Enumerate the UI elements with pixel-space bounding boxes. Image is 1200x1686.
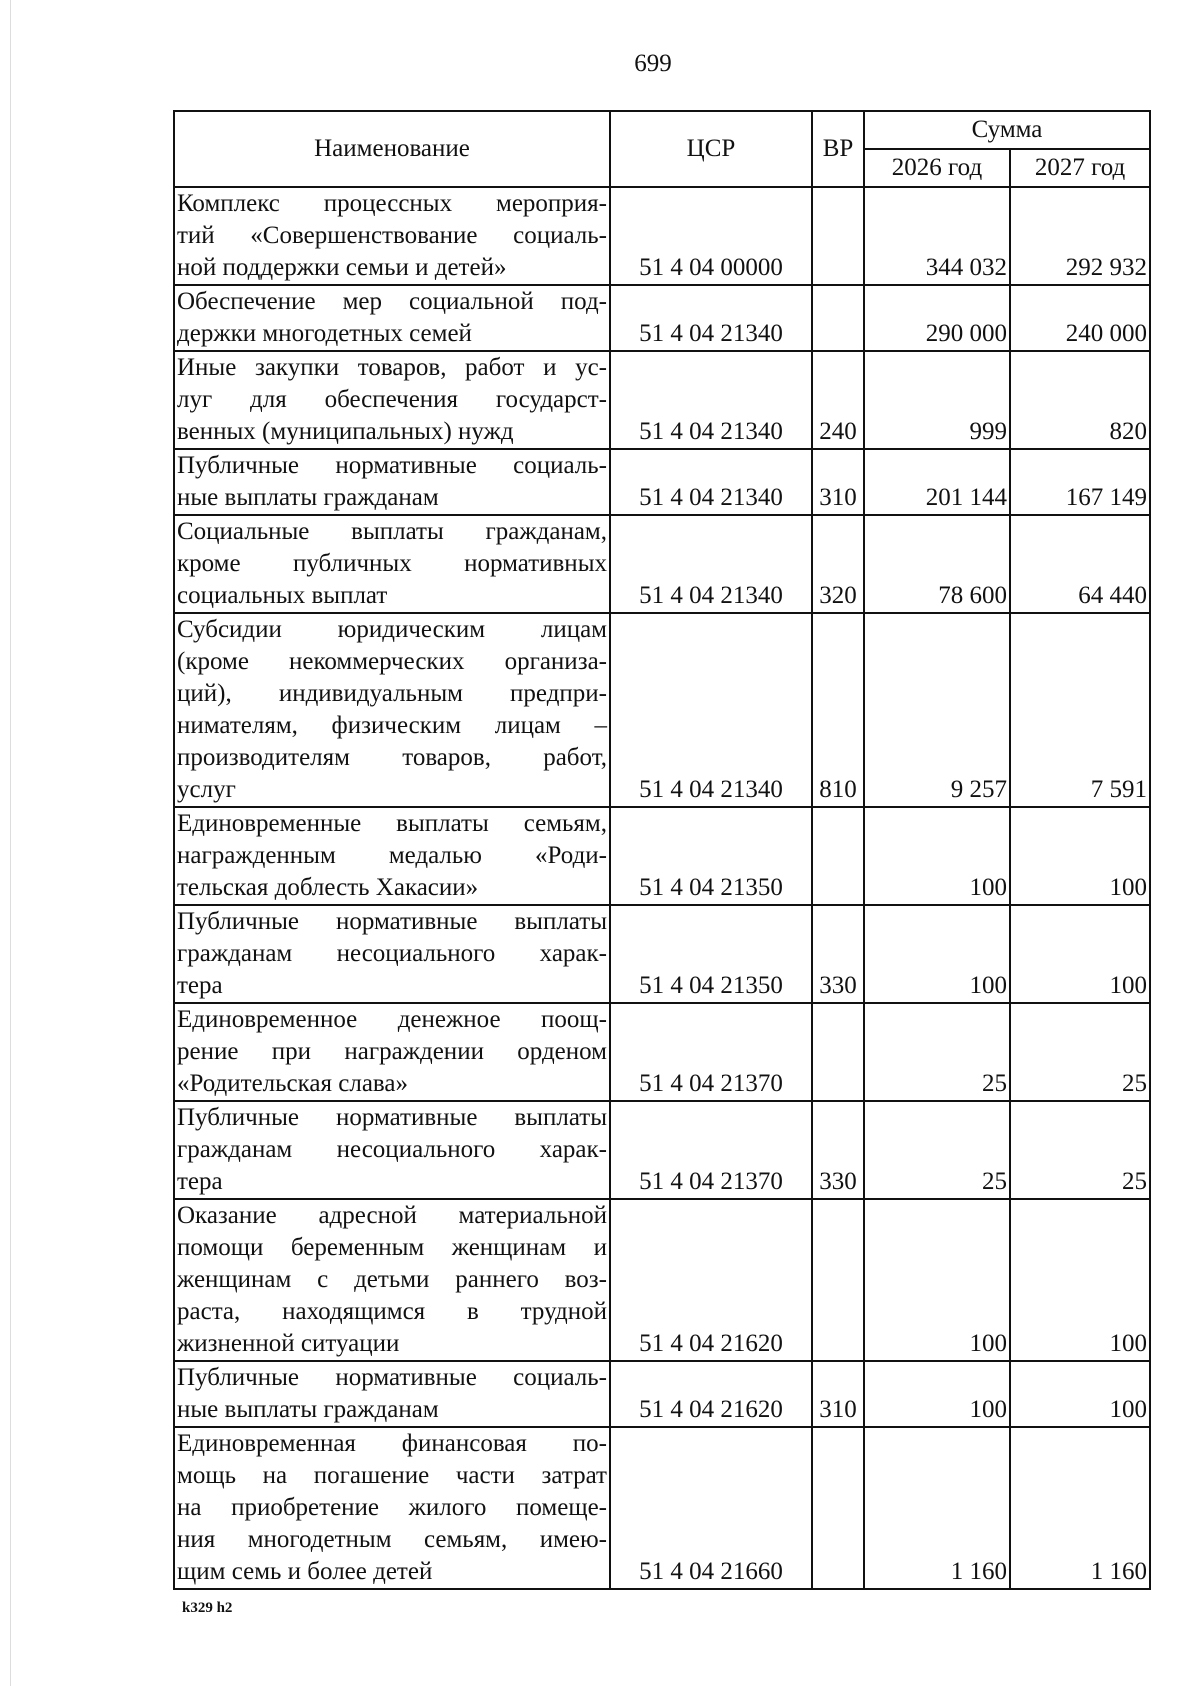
row-sum-2027: 167 149 — [1010, 449, 1150, 515]
row-vr: 320 — [812, 515, 864, 613]
row-name-line: гражданам несоциального харак- — [177, 1136, 607, 1163]
budget-table-container — [173, 110, 1149, 1590]
row-sum-2027: 240 000 — [1010, 285, 1150, 351]
table-row — [174, 807, 1150, 905]
row-sum-2027: 7 591 — [1010, 613, 1150, 807]
row-name-line: ные выплаты гражданам — [177, 1396, 439, 1423]
row-name-line: жизненной ситуации — [177, 1330, 400, 1357]
row-name-line: женщинам с детьми раннего воз- — [177, 1266, 607, 1293]
header-name: Наименование — [174, 111, 610, 187]
row-name — [174, 515, 610, 613]
row-vr: 810 — [812, 613, 864, 807]
page-edge-line — [10, 0, 11, 1686]
row-name-line: Иные закупки товаров, работ и ус- — [177, 354, 607, 381]
row-name-line: нимателям, физическим лицам – — [177, 712, 607, 739]
row-name-line: щим семь и более детей — [177, 1558, 433, 1585]
row-name — [174, 1427, 610, 1589]
row-vr — [812, 187, 864, 285]
row-name-line: рение при награждении орденом — [177, 1038, 607, 1065]
row-sum-2026: 25 — [864, 1003, 1010, 1101]
row-name — [174, 1003, 610, 1101]
row-sum-2027: 25 — [1010, 1003, 1150, 1101]
row-sum-2026: 100 — [864, 1199, 1010, 1361]
row-name-line: (кроме некоммерческих организа- — [177, 648, 607, 675]
row-name-line: держки многодетных семей — [177, 320, 472, 347]
row-name-line: производителям товаров, работ, — [177, 744, 607, 771]
row-vr: 330 — [812, 1101, 864, 1199]
row-name — [174, 351, 610, 449]
row-name-line: тера — [177, 972, 223, 999]
row-sum-2027: 100 — [1010, 807, 1150, 905]
row-name-line: награжденным медалью «Роди- — [177, 842, 607, 869]
row-name-line: услуг — [177, 776, 236, 803]
row-name-line: Публичные нормативные социаль- — [177, 1364, 607, 1391]
table-row — [174, 351, 1150, 449]
row-csr: 51 4 04 21620 — [610, 1361, 812, 1427]
row-name-line: Социальные выплаты гражданам, — [177, 518, 607, 545]
row-csr: 51 4 04 00000 — [610, 187, 812, 285]
row-name — [174, 285, 610, 351]
row-name-line: Единовременные выплаты семьям, — [177, 810, 607, 837]
page-number: 699 — [634, 50, 672, 77]
row-name — [174, 1101, 610, 1199]
footer-code: k329 h2 — [182, 1600, 233, 1616]
budget-table — [173, 110, 1151, 1590]
row-name — [174, 807, 610, 905]
row-sum-2026: 78 600 — [864, 515, 1010, 613]
row-csr: 51 4 04 21350 — [610, 807, 812, 905]
row-name-line: ные выплаты гражданам — [177, 484, 439, 511]
row-vr: 330 — [812, 905, 864, 1003]
row-csr: 51 4 04 21620 — [610, 1199, 812, 1361]
row-sum-2026: 201 144 — [864, 449, 1010, 515]
row-name — [174, 905, 610, 1003]
table-row — [174, 613, 1150, 807]
row-sum-2026: 1 160 — [864, 1427, 1010, 1589]
row-sum-2027: 64 440 — [1010, 515, 1150, 613]
row-sum-2026: 290 000 — [864, 285, 1010, 351]
row-name-line: тельская доблесть Хакасии» — [177, 874, 479, 901]
row-name-line: социальных выплат — [177, 582, 388, 609]
row-name — [174, 1361, 610, 1427]
row-vr — [812, 807, 864, 905]
row-csr: 51 4 04 21340 — [610, 449, 812, 515]
row-name-line: Комплекс процессных мероприя- — [177, 190, 607, 217]
row-vr — [812, 1199, 864, 1361]
row-sum-2027: 820 — [1010, 351, 1150, 449]
row-vr: 240 — [812, 351, 864, 449]
row-name-line: венных (муниципальных) нужд — [177, 418, 514, 445]
row-csr: 51 4 04 21350 — [610, 905, 812, 1003]
row-name-line: ной поддержки семьи и детей» — [177, 254, 507, 281]
row-name-line: раста, находящимся в трудной — [177, 1298, 607, 1325]
row-vr: 310 — [812, 449, 864, 515]
row-sum-2027: 100 — [1010, 1199, 1150, 1361]
row-name — [174, 613, 610, 807]
row-name-line: Оказание адресной материальной — [177, 1202, 607, 1229]
row-name-line: Обеспечение мер социальной под- — [177, 288, 607, 315]
row-name-line: Публичные нормативные социаль- — [177, 452, 607, 479]
header-sum: Сумма — [864, 111, 1150, 149]
row-sum-2026: 25 — [864, 1101, 1010, 1199]
row-name-line: помощи беременным женщинам и — [177, 1234, 607, 1261]
row-sum-2027: 292 932 — [1010, 187, 1150, 285]
row-csr: 51 4 04 21340 — [610, 285, 812, 351]
row-vr: 310 — [812, 1361, 864, 1427]
row-sum-2027: 1 160 — [1010, 1427, 1150, 1589]
table-row — [174, 1361, 1150, 1427]
row-name-line: мощь на погашение части затрат — [177, 1462, 607, 1489]
table-body — [174, 187, 1150, 1589]
row-name-line: Единовременное денежное поощ- — [177, 1006, 607, 1033]
row-csr: 51 4 04 21340 — [610, 351, 812, 449]
row-sum-2026: 100 — [864, 905, 1010, 1003]
table-row — [174, 449, 1150, 515]
row-csr: 51 4 04 21340 — [610, 515, 812, 613]
row-sum-2026: 999 — [864, 351, 1010, 449]
row-name — [174, 1199, 610, 1361]
header-vr: ВР — [812, 111, 864, 187]
table-row — [174, 285, 1150, 351]
row-name-line: луг для обеспечения государст- — [177, 386, 607, 413]
row-sum-2027: 100 — [1010, 905, 1150, 1003]
row-sum-2026: 100 — [864, 807, 1010, 905]
table-row — [174, 905, 1150, 1003]
row-sum-2026: 9 257 — [864, 613, 1010, 807]
header-csr: ЦСР — [610, 111, 812, 187]
row-sum-2027: 25 — [1010, 1101, 1150, 1199]
row-name-line: Публичные нормативные выплаты — [177, 1104, 607, 1131]
row-csr: 51 4 04 21370 — [610, 1003, 812, 1101]
row-csr: 51 4 04 21340 — [610, 613, 812, 807]
table-row — [174, 187, 1150, 285]
row-csr: 51 4 04 21660 — [610, 1427, 812, 1589]
header-year-2027: 2027 год — [1010, 149, 1150, 187]
table-row — [174, 1003, 1150, 1101]
row-name — [174, 187, 610, 285]
table-row — [174, 1199, 1150, 1361]
row-name-line: гражданам несоциального харак- — [177, 940, 607, 967]
row-name-line: кроме публичных нормативных — [177, 550, 607, 577]
row-name — [174, 449, 610, 515]
row-csr: 51 4 04 21370 — [610, 1101, 812, 1199]
row-name-line: Публичные нормативные выплаты — [177, 908, 607, 935]
row-sum-2026: 344 032 — [864, 187, 1010, 285]
table-row — [174, 515, 1150, 613]
row-name-line: ций), индивидуальным предпри- — [177, 680, 607, 707]
row-name-line: на приобретение жилого помеще- — [177, 1494, 607, 1521]
row-vr — [812, 1427, 864, 1589]
header-year-2026: 2026 год — [864, 149, 1010, 187]
row-vr — [812, 285, 864, 351]
row-name-line: ния многодетным семьям, имею- — [177, 1526, 607, 1553]
row-sum-2027: 100 — [1010, 1361, 1150, 1427]
table-row — [174, 1101, 1150, 1199]
header-row-1 — [174, 111, 1150, 149]
row-name-line: Субсидии юридическим лицам — [177, 616, 607, 643]
row-name-line: тий «Совершенствование социаль- — [177, 222, 607, 249]
row-name-line: Единовременная финансовая по- — [177, 1430, 607, 1457]
table-row — [174, 1427, 1150, 1589]
row-name-line: «Родительская слава» — [177, 1070, 409, 1097]
row-name-line: тера — [177, 1168, 223, 1195]
row-sum-2026: 100 — [864, 1361, 1010, 1427]
row-vr — [812, 1003, 864, 1101]
